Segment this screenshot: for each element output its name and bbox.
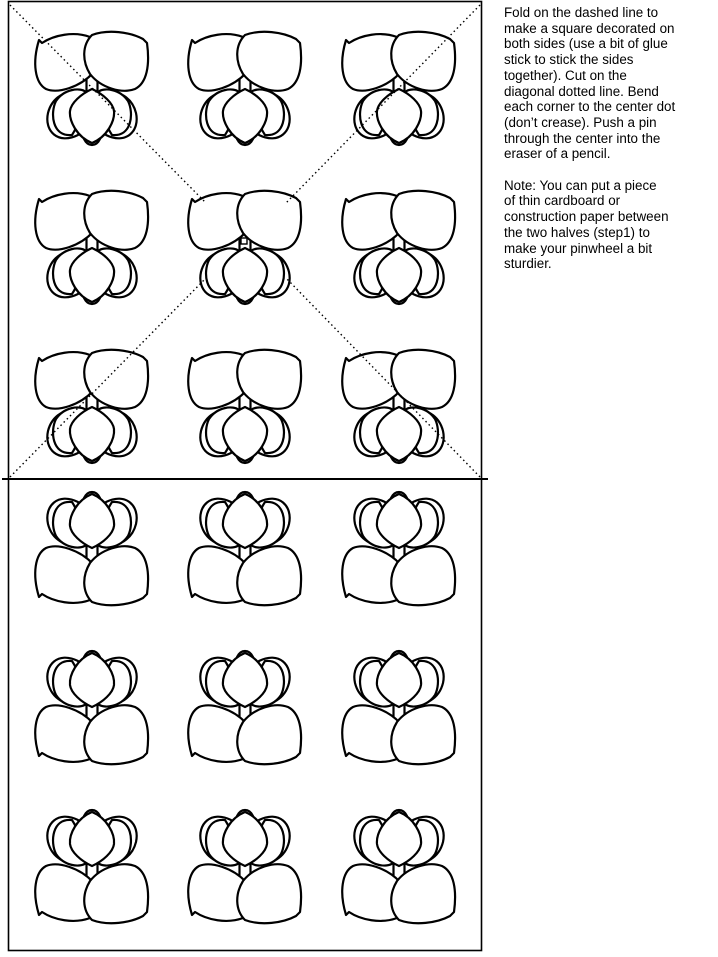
tulip-icon [188,492,301,605]
tulip-icon [188,350,301,463]
tulip-icon [188,810,301,923]
instructions-panel [504,5,716,288]
tulip-icon [35,32,148,145]
tulip-icon [35,350,148,463]
tulip-icon [188,191,301,304]
instructions-step1: Fold on the dashed line to make a square decorated on both sides (use a bit of glue stick to stick the sides together). Cut on the diagonal dotted line. Bend each corner to the center dot (don’t crease). Push a pin through the center into the eraser of a pencil. [504,5,676,162]
tulip-icon [188,651,301,764]
tulip-icon [342,191,455,304]
tulip-icon [35,492,148,605]
tulip-icon [342,350,455,463]
tulip-icon [35,191,148,304]
bottom-half [35,492,455,923]
tulip-icon [342,651,455,764]
tulip-icon [188,32,301,145]
tulip-icon [342,810,455,923]
tulip-icon [342,492,455,605]
center-dot [241,238,247,244]
top-half [35,32,455,463]
instructions-note: Note: You can put a piece of thin cardboard or construction paper between the two halves (step1) to make your pinwheel a bit sturdier. [504,177,669,272]
tulip-icon [35,651,148,764]
tulip-icon [35,810,148,923]
